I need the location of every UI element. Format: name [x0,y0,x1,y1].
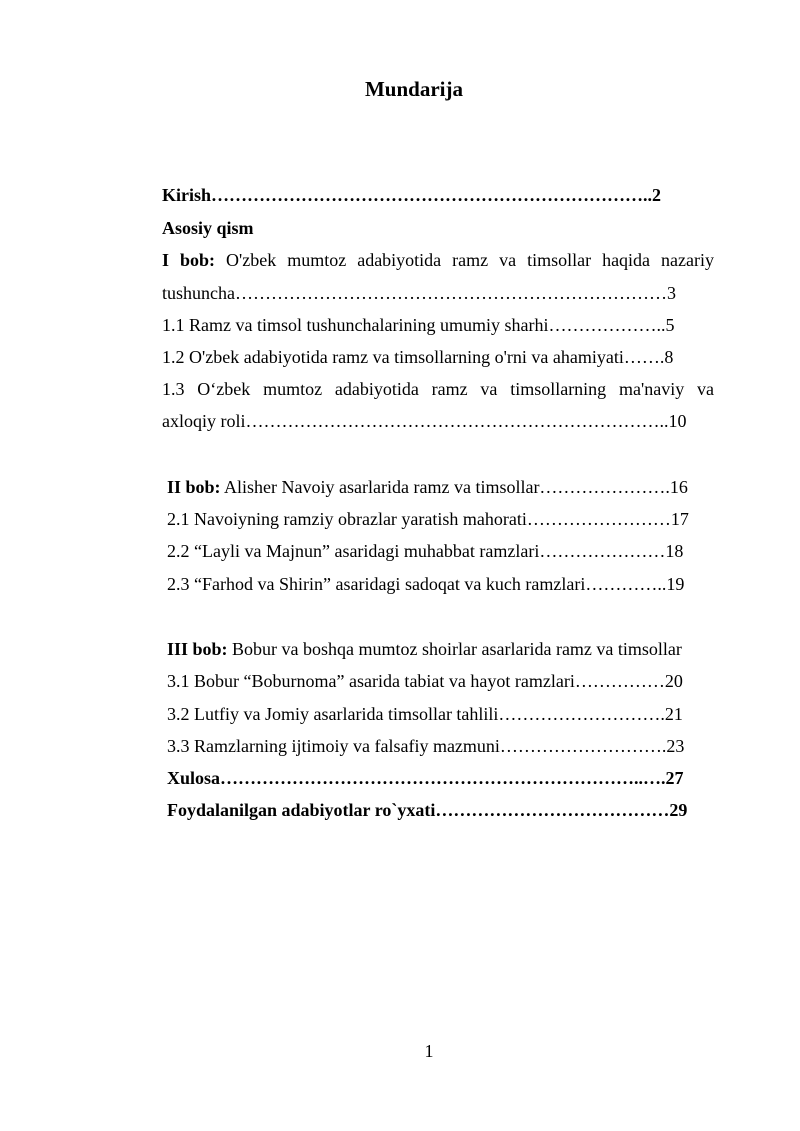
page-number: 1 [424,1041,434,1061]
toc-heading-asosiy-qism: Asosiy qism [162,218,254,238]
toc-entry-bob1 [162,249,714,271]
toc-entry-1-3-cont: axloqiy roli……………………………………………………………..10 [162,411,687,431]
page-title: Mundarija [364,77,463,101]
toc-bob1-label: I bob: [162,250,216,270]
toc-entry-bob3 [167,638,682,660]
toc-entry-2-3: 2.3 “Farhod va Shirin” asaridagi sadoqat va kuch ramzlari…………..19 [167,574,685,594]
toc-bob3-title: Bobur va boshqa mumtoz shoirlar asarlarida ramz va timsollar [232,639,682,659]
toc-entry-1-2: 1.2 O'zbek adabiyotida ramz va timsollarning o'rni va ahamiyati…….8 [162,347,674,367]
toc-bob3-label: III bob: [167,639,228,659]
toc-entry-bob1-cont: tushuncha………………………………………………………………3 [162,283,676,303]
toc-entry-xulosa: Xulosa……………………………………………………………..….27 [167,768,684,788]
toc-bob1-title: O'zbek mumtoz adabiyotida ramz va timsollar haqida nazariy [226,250,715,270]
toc-entry-2-2: 2.2 “Layli va Majnun” asaridagi muhabbat ramzlari…………………18 [167,541,684,561]
toc-entry-bob2 [167,476,688,498]
toc-entry-3-2: 3.2 Lutfiy va Jomiy asarlarida timsollar tahlili……………………….21 [167,704,683,724]
toc-entry-1-1: 1.1 Ramz va timsol tushunchalarining umumiy sharhi………………..5 [162,315,675,335]
toc-entry-1-3: 1.3 O‘zbek mumtoz adabiyotida ramz va timsollarning ma'naviy va [162,379,714,399]
toc-entry-3-1: 3.1 Bobur “Boburnoma” asarida tabiat va hayot ramzlari……………20 [167,671,683,691]
toc-bob2-title: Alisher Navoiy asarlarida ramz va timsollar………………….16 [224,477,688,497]
toc-bob2-label: II bob: [167,477,221,497]
toc-entry-kirish: Kirish………………………………………………………………..2 [162,185,662,205]
toc-entry-2-1: 2.1 Navoiyning ramziy obrazlar yaratish mahorati……………………17 [167,509,689,529]
toc-entry-adabiyotlar: Foydalanilgan adabiyotlar ro`yxati…………………………………29 [167,800,688,820]
toc-entry-3-3: 3.3 Ramzlarning ijtimoiy va falsafiy mazmuni……………………….23 [167,736,685,756]
